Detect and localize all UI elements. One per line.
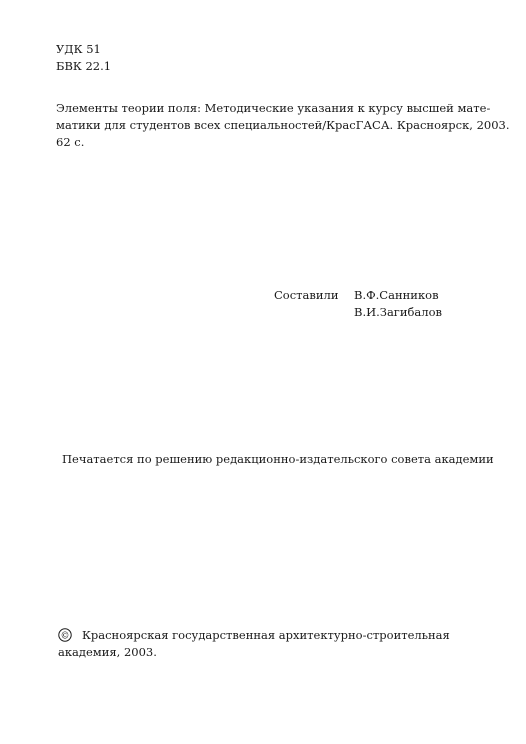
- compilers-label: Составили: [274, 288, 339, 302]
- print-approval-note: Печатается по решению редакционно-издательского совета академии: [62, 452, 494, 466]
- copyright-line-1: Красноярская государственная архитектурно-строительная: [82, 628, 450, 642]
- bibliography-line-3: 62 с.: [56, 135, 85, 149]
- compiler-name: В.Ф.Санников: [354, 288, 439, 302]
- copyright-symbol: ©: [60, 631, 70, 642]
- udk-code: УДК 51: [56, 42, 101, 56]
- copyright-notice: [58, 627, 458, 661]
- compiler-name: В.И.Загибалов: [354, 305, 442, 319]
- copyright-line-2: академия, 2003.: [58, 645, 157, 659]
- bibliographic-description: [56, 100, 510, 151]
- bbk-code: БВК 22.1: [56, 59, 112, 73]
- bibliography-line-1: Элементы теории поля: Методические указания к курсу высшей мате-: [56, 101, 491, 115]
- bibliography-line-2: матики для студентов всех специальностей/КрасГАСА. Красноярск, 2003.: [56, 118, 510, 132]
